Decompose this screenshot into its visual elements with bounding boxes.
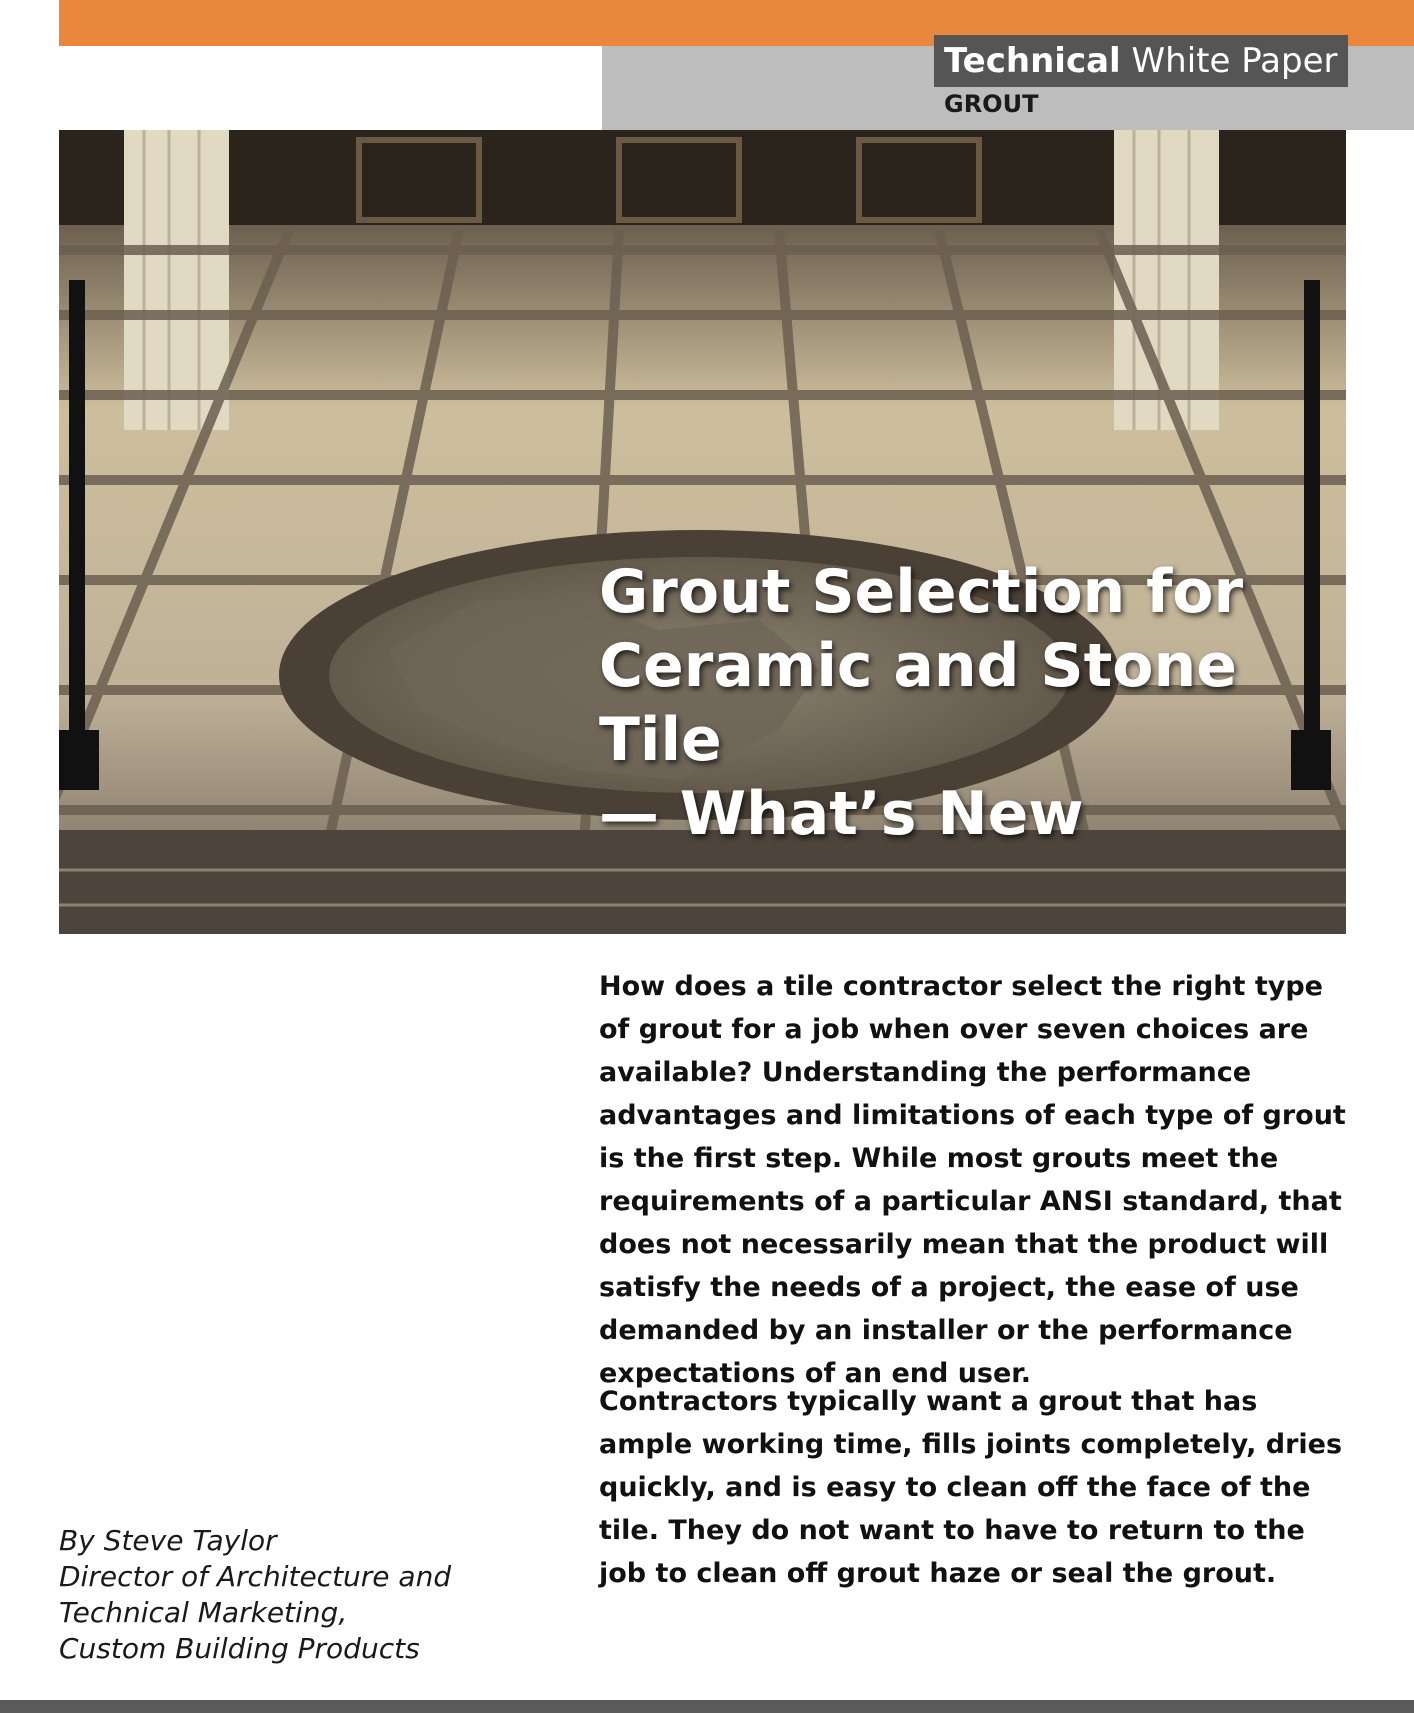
topic-label: GROUT — [944, 90, 1039, 118]
byline-line: Director of Architecture and — [59, 1560, 452, 1593]
second-paragraph: Contractors typically want a grout that has ample working time, fills joints completely, dries quickly, and is easy to clean off the face of the tile. They do not want to have to return to the job to clean off grout haze or seal the grout. — [599, 1386, 1343, 1589]
author-byline — [59, 1523, 451, 1667]
hero-title-line: Grout Selection for — [599, 557, 1244, 627]
document-type-badge — [934, 35, 1348, 87]
intro-paragraph: How does a tile contractor select the right type of grout for a job when over seven choices are available? Understanding the performance advantages and limitations of each type of grout is the first step. While most grouts meet the requirements of a particular ANSI standard, that does not necessarily mean that the product will satisfy the needs of a project, the ease of use demanded by an installer or the performance expectations of an end user. — [599, 971, 1346, 1389]
badge-light-text: White Paper — [1131, 41, 1338, 81]
byline-line: Custom Building Products — [59, 1632, 420, 1665]
badge-bold-text: Technical — [944, 41, 1121, 81]
bottom-rule — [0, 1700, 1414, 1713]
hero-image — [59, 130, 1346, 934]
hero-title-line: — What’s New — [599, 779, 1084, 849]
byline-line: Technical Marketing, — [59, 1596, 348, 1629]
hero-title-line: Ceramic and Stone Tile — [599, 631, 1237, 775]
byline-line: By Steve Taylor — [59, 1524, 277, 1557]
hero-title — [599, 555, 1339, 851]
